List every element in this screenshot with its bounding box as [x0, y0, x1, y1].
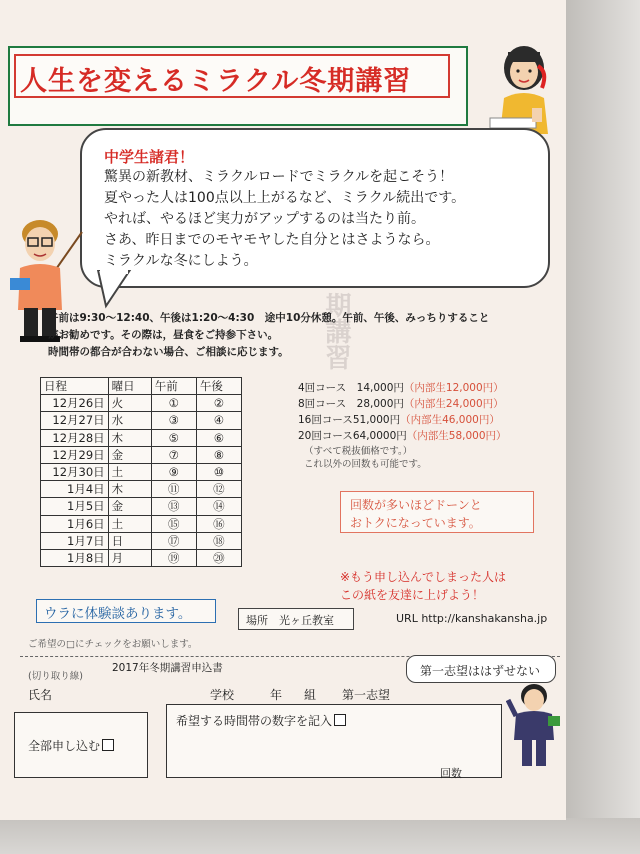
course-16 [298, 412, 500, 427]
course-price: 20回コース64,0000円 [298, 430, 407, 442]
schedule-pm-slot: ② [196, 395, 241, 412]
schedule-day: 月 [108, 549, 151, 566]
check-instruction: ご希望の□にチェックをお願いします。 [28, 639, 198, 650]
form-title: 2017年冬期講習申込書 [112, 662, 223, 674]
schedule-date: 12月27日 [41, 412, 109, 429]
apply-all-field [28, 737, 114, 754]
warning-line: ※もう申し込んでしまった人は [340, 570, 507, 584]
schedule-day: 水 [108, 412, 151, 429]
header-pm: 午後 [196, 378, 241, 395]
page-title: 人生を変えるミラクル冬期講習 [20, 66, 412, 97]
first-choice-note: 第一志望ははずせない [420, 664, 541, 678]
course-8 [298, 396, 504, 411]
bubble-line: ミラクルな冬にしよう。 [104, 253, 258, 269]
schedule-pm-slot: ④ [196, 412, 241, 429]
schedule-pm-slot: ⑳ [196, 549, 241, 566]
schedule-date: 12月29日 [41, 446, 109, 463]
course-internal-price: （内部生46,000円） [400, 414, 500, 426]
table-row [41, 429, 242, 446]
schedule-date: 1月5日 [41, 498, 109, 515]
name-label: 氏名 [28, 688, 53, 702]
course-internal-price: （内部生24,000円） [403, 398, 504, 410]
course-4 [298, 380, 504, 395]
bubble-line: さあ、昨日までのモヤモヤした自分とはさようなら。 [104, 232, 440, 248]
info-line: 午前は9:30～12:40、午後は1:20～4:30 途中10分休憩。午前、午後、みっちりすること [48, 312, 490, 324]
time-select-label: 希望する時間帯の数字を記入 [176, 714, 333, 728]
other-count-note: これ以外の回数も可能です。 [304, 459, 427, 470]
table-row [41, 446, 242, 463]
place-label: 場所 光ヶ丘教室 [246, 614, 334, 627]
student-illustration [506, 680, 562, 770]
course-internal-price: （内部生58,000円） [406, 430, 507, 442]
table-row [41, 515, 242, 532]
schedule-day: 日 [108, 532, 151, 549]
tax-note: （すべて税抜価格です。） [304, 446, 413, 457]
time-select-field [176, 712, 346, 729]
schedule-am-slot: ⑰ [151, 532, 196, 549]
schedule-am-slot: ⑨ [151, 463, 196, 480]
schedule-day: 火 [108, 395, 151, 412]
website-url[interactable]: URL http://kanshakansha.jp [396, 612, 548, 625]
schedule-table [40, 377, 242, 567]
header-date: 日程 [41, 378, 109, 395]
schedule-pm-slot: ⑭ [196, 498, 241, 515]
bubble-heading: 中学生諸君！ [104, 148, 195, 166]
apply-all-checkbox[interactable] [102, 739, 114, 751]
course-internal-price: （内部生12,000円） [403, 382, 504, 394]
table-row [41, 463, 242, 480]
schedule-day: 土 [108, 515, 151, 532]
grade-label: 年 [270, 688, 283, 702]
table-row [41, 532, 242, 549]
schedule-pm-slot: ⑧ [196, 446, 241, 463]
school-label: 学校 [210, 688, 235, 702]
schedule-am-slot: ⑬ [151, 498, 196, 515]
table-row [41, 549, 242, 566]
schedule-day: 木 [108, 481, 151, 498]
promo-line: おトクになっています。 [350, 516, 481, 530]
bubble-line: 夏やった人は100点以上上がるなど、ミラクル続出です。 [104, 190, 466, 206]
schedule-pm-slot: ⑥ [196, 429, 241, 446]
schedule-pm-slot: ⑱ [196, 532, 241, 549]
show-through-text: 期講習 [321, 292, 351, 370]
warning-line: この紙を友達に上げよう！ [340, 588, 485, 602]
schedule-day: 土 [108, 463, 151, 480]
cutoff-label: (切り取り線) [28, 671, 83, 682]
schedule-am-slot: ⑪ [151, 481, 196, 498]
count-label: 回数 [440, 767, 462, 780]
table-row [41, 498, 242, 515]
bubble-line: 驚異の新教材、ミラクルロードでミラクルを起こそう！ [104, 169, 454, 185]
info-line: 時間帯の都合が合わない場合、ご相談に応じます。 [48, 346, 289, 358]
course-price: 8回コース 28,000円 [298, 398, 404, 410]
table-header-row [41, 378, 242, 395]
schedule-am-slot: ⑤ [151, 429, 196, 446]
header-day: 曜日 [108, 378, 151, 395]
schedule-date: 1月8日 [41, 549, 109, 566]
schedule-am-slot: ⑮ [151, 515, 196, 532]
apply-all-label: 全部申し込む [28, 739, 101, 753]
background-shadow-bottom [0, 818, 640, 854]
schedule-am-slot: ③ [151, 412, 196, 429]
schedule-date: 12月28日 [41, 429, 109, 446]
schedule-pm-slot: ⑫ [196, 481, 241, 498]
bubble-line: やれば、やるほど実力がアップするのは当たり前。 [104, 211, 426, 227]
speech-bubble-tail [96, 270, 136, 310]
table-row [41, 395, 242, 412]
schedule-am-slot: ⑲ [151, 549, 196, 566]
first-choice-label: 第一志望 [342, 688, 391, 702]
schedule-pm-slot: ⑩ [196, 463, 241, 480]
course-price: 4回コース 14,000円 [298, 382, 404, 394]
info-line: がお勧めです。その際は，昼食をご持参下さい。 [48, 329, 279, 341]
schedule-date: 12月30日 [41, 463, 109, 480]
girl-on-phone-illustration [486, 38, 562, 134]
schedule-am-slot: ① [151, 395, 196, 412]
schedule-pm-slot: ⑯ [196, 515, 241, 532]
schedule-date: 1月4日 [41, 481, 109, 498]
schedule-day: 金 [108, 446, 151, 463]
schedule-day: 木 [108, 429, 151, 446]
schedule-am-slot: ⑦ [151, 446, 196, 463]
background-shadow-right [560, 0, 640, 854]
table-row [41, 412, 242, 429]
schedule-date: 1月7日 [41, 532, 109, 549]
trial-note: ウラに体験談あります。 [44, 606, 192, 622]
table-row [41, 481, 242, 498]
header-am: 午前 [151, 378, 196, 395]
schedule-date: 12月26日 [41, 395, 109, 412]
schedule-day: 金 [108, 498, 151, 515]
schedule-date: 1月6日 [41, 515, 109, 532]
course-20 [298, 428, 507, 443]
class-label: 組 [304, 688, 317, 702]
time-select-checkbox[interactable] [334, 714, 346, 726]
promo-line: 回数が多いほどドーンと [350, 498, 482, 512]
course-price: 16回コース51,000円 [298, 414, 401, 426]
